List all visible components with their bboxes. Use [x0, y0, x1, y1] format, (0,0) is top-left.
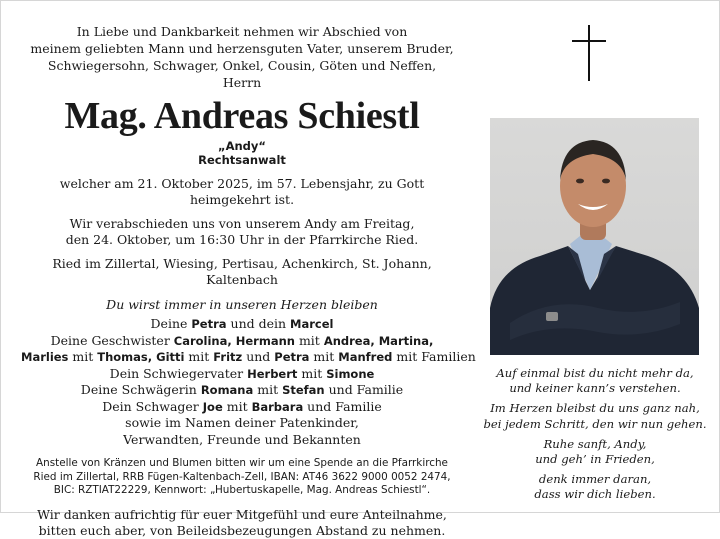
thanks-text — [21, 507, 463, 539]
mourner-name: Barbara — [251, 399, 304, 414]
nickname: „Andy“ — [218, 139, 266, 153]
portrait-illustration — [490, 118, 699, 355]
mourner-text: sowie im Namen deiner Patenkinder, — [125, 415, 359, 430]
mourner-text: und Familie — [324, 382, 404, 397]
mourner-text: Deine Schwägerin — [80, 382, 201, 397]
donation-request — [21, 457, 463, 498]
donation-line: Anstelle von Kränzen und Blumen bitten wir um eine Spende an die Pfarrkirche — [36, 457, 448, 469]
deceased-name: Mag. Andreas Schiestl — [64, 95, 420, 137]
mourner-name: Simone — [326, 366, 375, 381]
farewell-text — [21, 216, 463, 248]
farewell-line: den 24. Oktober, um 16:30 Uhr in der Pfarrkirche Ried. — [65, 232, 419, 247]
poem-stanza — [479, 366, 711, 396]
mourner-name: Manfred — [338, 350, 393, 364]
cross-horizontal-bar — [572, 40, 606, 42]
poem-stanza — [479, 401, 711, 431]
mourner-text: mit Familien — [392, 349, 476, 364]
mourner-text: mit — [222, 398, 252, 414]
poem-line: und geh’ in Frieden, — [535, 452, 655, 467]
profession: Rechtsanwalt — [198, 153, 286, 167]
donation-line: BIC: RZTIAT22229, Kennwort: „Hubertuskapelle, Mag. Andreas Schiestl“. — [53, 484, 431, 496]
mourner-name: Marcel — [290, 317, 334, 331]
poem-line: Ruhe sanft, Andy, — [543, 436, 647, 451]
mourner-text: und — [242, 349, 275, 364]
death-date-line: welcher am 21. Oktober 2025, im 57. Lebensjahr, zu Gott heimgekehrt ist. — [59, 176, 425, 207]
mourner-name: Stefan — [282, 383, 325, 397]
portrait-photo — [490, 118, 699, 355]
farewell-line: Wir verabschieden uns von unserem Andy am Freitag, — [69, 216, 415, 231]
mourner-line — [21, 316, 463, 333]
mourner-name: Joe — [202, 399, 223, 414]
mourner-name: Petra — [274, 350, 310, 364]
mourner-text: mit — [309, 349, 339, 364]
mourner-text: Verwandten, Freunde und Bekannten — [123, 431, 361, 447]
intro-line: In Liebe und Dankbarkeit nehmen wir Abschied von — [76, 24, 408, 39]
poem-stanza — [479, 472, 711, 502]
intro-line: Schwiegersohn, Schwager, Onkel, Cousin, Göten und Neffen, — [47, 58, 437, 73]
poem-line: bei jedem Schritt, den wir nun gehen. — [483, 416, 707, 431]
mourner-text: Deine Geschwister — [50, 332, 174, 348]
intro-line: Herrn — [222, 75, 262, 90]
mourner-text: und Familie — [303, 398, 382, 414]
poem-line: dass wir dich lieben. — [534, 487, 656, 502]
mourner-line — [21, 415, 463, 432]
intro-line: meinem geliebten Mann und herzensguten Vater, unserem Bruder, — [30, 41, 454, 56]
mourner-name: Marlies — [21, 350, 69, 364]
mourner-name: Carolina, Hermann — [173, 333, 295, 348]
mourner-line — [21, 349, 476, 366]
mourner-line — [21, 333, 463, 350]
mourner-line — [21, 382, 463, 399]
notice-text-column — [21, 23, 476, 539]
mourner-text: und dein — [226, 316, 291, 331]
motto: Du wirst immer in unseren Herzen bleiben — [106, 297, 378, 312]
mourner-line — [21, 432, 463, 449]
mourner-line — [21, 366, 463, 383]
mourner-text: mit — [68, 349, 98, 364]
mourner-line — [21, 399, 463, 416]
mourner-text: Deine — [150, 316, 192, 331]
memorial-poem — [479, 366, 711, 503]
thanks-line: bitten euch aber, von Beileidsbezeugungen Abstand zu nehmen. — [38, 522, 446, 538]
poem-line: und keiner kann’s verstehen. — [509, 381, 681, 396]
cross-vertical-bar — [588, 25, 590, 81]
intro-text — [21, 23, 463, 91]
places-line: Ried im Zillertal, Wiesing, Pertisau, Achenkirch, St. Johann, Kaltenbach — [52, 256, 432, 287]
mourner-name: Andrea, Martina, — [323, 333, 434, 348]
mourner-name: Petra — [191, 317, 227, 331]
mourners-list — [21, 316, 476, 448]
mourner-name: Romana — [200, 383, 254, 397]
mourner-name: Thomas, Gitti — [97, 350, 185, 364]
thanks-line: Wir danken aufrichtig für euer Mitgefühl und eure Anteilnahme, — [37, 506, 447, 522]
donation-line: Ried im Zillertal, RRB Fügen-Kaltenbach-Zell, IBAN: AT46 3622 9000 0052 2474, — [33, 470, 451, 483]
mourner-text: mit — [294, 332, 324, 348]
mourner-name: Fritz — [213, 350, 243, 364]
mourner-text: Dein Schwager — [102, 398, 203, 414]
latin-cross-icon — [572, 25, 606, 81]
mourner-text: mit — [253, 382, 283, 397]
mourner-text: mit — [184, 349, 214, 364]
mourner-text: mit — [297, 365, 327, 381]
mourner-text: Dein Schwiegervater — [109, 365, 248, 381]
poem-stanza — [479, 437, 711, 467]
poem-line: Auf einmal bist du nicht mehr da, — [496, 366, 694, 380]
poem-line: Im Herzen bleibst du uns ganz nah, — [490, 401, 700, 416]
mourner-name: Herbert — [247, 366, 298, 381]
poem-line: denk immer daran, — [538, 472, 652, 487]
